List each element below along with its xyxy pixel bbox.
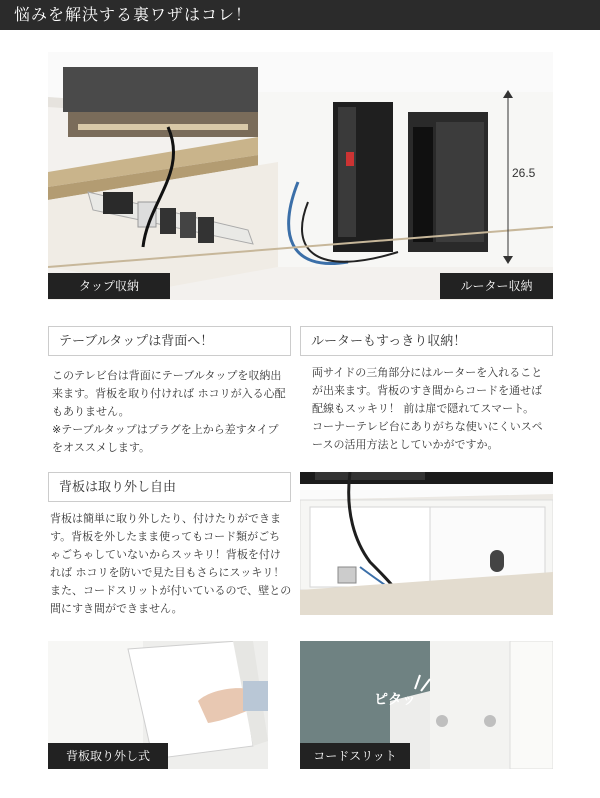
section-title-back-panel: 背板は取り外し自由 — [48, 472, 291, 502]
text-line: 両サイドの三角部分にはルーターを入れること — [312, 366, 543, 379]
pitatto-label: ピタッ — [374, 692, 416, 708]
text-line: が出来ます。背板のすき間からコードを通せば — [312, 384, 543, 397]
caption-tap-storage: タップ収納 — [48, 273, 170, 299]
text-line: もありません。 — [52, 405, 130, 418]
text-line: す。背板を外したまま使ってもコード類がごち — [50, 530, 281, 543]
text-line: ゃごちゃしていないからスッキリ！背板を付け — [50, 548, 281, 561]
caption-cord-slit: コードスリット — [300, 743, 410, 769]
text-line: をオススメします。 — [52, 441, 151, 454]
tv-stand-illustration — [48, 52, 553, 300]
section-text-router — [312, 364, 552, 454]
text-line: 配線もスッキリ！ 前は扉で隠れてスマート。 — [312, 402, 535, 415]
text-line: ※テーブルタップはプラグを上から差すタイプ — [52, 423, 279, 436]
section-text-tap — [52, 367, 292, 457]
section-title-tap: テーブルタップは背面へ！ — [48, 326, 291, 356]
text-line: れば ホコリを防いで見た目もさらにスッキリ！ — [50, 566, 285, 579]
caption-router-storage: ルーター収納 — [440, 273, 553, 299]
caption-removable-back-panel: 背板取り外し式 — [48, 743, 168, 769]
cabinet-illustration — [300, 472, 553, 615]
page-header — [0, 0, 600, 30]
text-line: 来ます。背板を取り付ければ ホコリが入る心配 — [52, 387, 286, 400]
section-title-router: ルーターもすっきり収納！ — [300, 326, 553, 356]
height-measurement: 26.5 — [512, 166, 536, 180]
text-line: 背板は簡単に取り外したり、付けたりができま — [50, 512, 281, 525]
hero-photo — [48, 52, 553, 300]
page-title: 悩みを解決する裏ワザはコレ！ — [14, 5, 253, 24]
text-line: ースの活用方法としていかがですか。 — [312, 438, 499, 451]
text-line: また、コードスリットが付いているので、壁との — [50, 584, 292, 597]
text-line: コーナーテレビ台にありがちな使いにくいスペ — [312, 420, 543, 433]
text-line: 間にすき間ができません。 — [50, 602, 183, 615]
text-line: このテレビ台は背面にテーブルタップを収納出 — [52, 369, 282, 382]
cabinet-photo — [300, 472, 553, 615]
section-text-back-panel — [50, 510, 292, 618]
